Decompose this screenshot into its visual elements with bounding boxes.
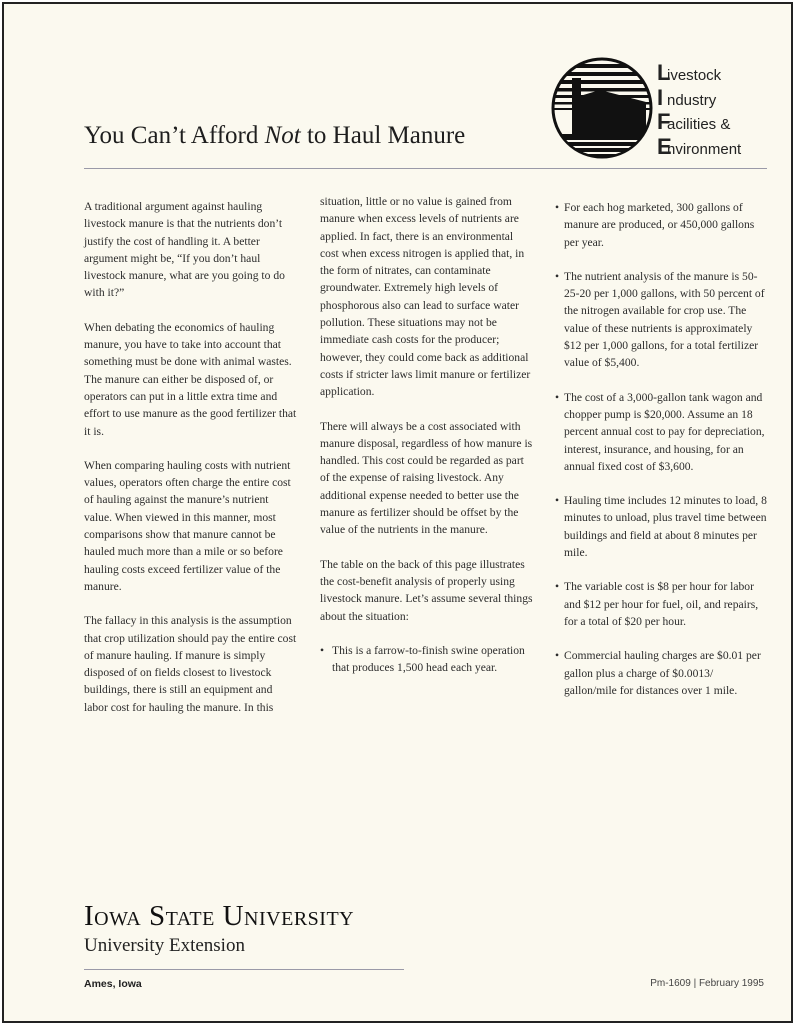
footer-divider [84,969,404,970]
bullet-icon: • [555,390,560,404]
paragraph: There will always be a cost associated with manure disposal, regardless of how manure is handled. This cost could be regarded as part of the expense of raising livestock. Any additional expense needed to better use the manure as fertilizer should be offset by the value of the nutrients in the manure. [320,419,533,537]
university-signature [84,900,354,957]
list-item: • For each hog marketed, 300 gallons of manure are produced, or 450,000 gallons per year. [555,201,755,249]
paragraph: A traditional argument against hauling livestock manure is that the nutrients don’t justify the cost of handling it. A better argument might be, “If you don’t haul livestock manure, what are you going to do with it?” [84,200,285,300]
paragraph: situation, little or no value is gained from manure when excess levels of nutrients are applied. In fact, there is an environmental cost when excess nitrogen is applied that, in the form of nitrates, can contaminate groundwater. Extremely high levels of phosphorous also can lead to surface water pollution. These situations may not be immediate cash costs for the producer; however, they could come back as additional costs if stricter laws limit manure or fertilizer application. [320,195,531,399]
university-name: Iowa State University [84,900,355,932]
paragraph: The table on the back of this page illustrates the cost-benefit analysis of properly using livestock manure. Let’s assume several things about the situation: [320,557,533,623]
life-logo-text [657,62,741,160]
logo-line-facilities: Facilities & [657,109,731,134]
paragraph: The fallacy in this analysis is the assumption that crop utilization should pay the entire cost of manure hauling. If manure is simply disposed of on fields closest to livestock buildings, there is still an equipment and labor cost for hauling the manure. In this [84,614,297,714]
list-item: • The cost of a 3,000-gallon tank wagon and chopper pump is $20,000. Assume an 18 percent annual cost to pay for depreciation, interest, insurance, and housing, for an annual fixed cost of $3,600. [555,390,765,473]
list-item: • The nutrient analysis of the manure is 50-25-20 per 1,000 gallons, with 50 percent of the nitrogen available for crop use. The value of these nutrients is approximately $12 per 1,000 gallons, for a total fertilizer value of $5,400. [555,269,765,370]
bullet-icon: • [555,269,560,283]
bullet-icon: • [320,643,325,657]
farm-building-logo-icon [550,56,654,160]
list-item: • Commercial hauling charges are $0.01 per gallon plus a charge of $0.0013/ gallon/mile for distances over 1 mile. [555,649,761,697]
column-1 [84,198,297,733]
assumption-list [320,642,533,677]
location: Ames, Iowa [84,978,142,990]
list-item: • Hauling time includes 12 minutes to load, 8 minutes to unload, plus travel time between buildings and field at about 8 minutes per mile. [555,494,767,560]
paragraph: When comparing hauling costs with nutrient values, operators often charge the entire cost of hauling against the manure’s nutrient value. When viewed in this manner, most comparisons show that manure cannot be hauled much more than a mile or so before hauling costs exceed fertilizer value of the manure. [84,458,291,593]
document-page [2,2,793,1023]
paragraph: When debating the economics of hauling manure, you have to take into account that something must be done with animal wastes. The manure can either be disposed of, or operators can put in a little extra time and effort to use manure as the good fertilizer that it is. [84,320,297,438]
logo-line-livestock: Livestock [657,60,722,85]
assumption-list [555,199,768,699]
life-logo [550,54,770,160]
column-2 [320,193,533,693]
list-item: • The variable cost is $8 per hour for labor and $12 per hour for fuel, oil, and repairs, for a total of $20 per hour. [555,580,759,628]
extension-name: University Extension [84,935,245,956]
logo-line-environment: Environment [657,133,742,159]
list-item: • This is a farrow-to-finish swine operation that produces 1,500 head each year. [320,643,525,675]
bullet-icon: • [555,201,560,214]
bullet-icon: • [555,494,560,508]
publication-id: Pm-1609 | February 1995 [650,978,764,989]
logo-line-industry: I ndustry [657,84,717,110]
bullet-icon: • [555,649,560,663]
title-divider [84,168,767,169]
column-3 [555,199,768,716]
page-title: You Can’t Afford Not to Haul Manure [84,122,466,149]
bullet-icon: • [555,580,560,594]
